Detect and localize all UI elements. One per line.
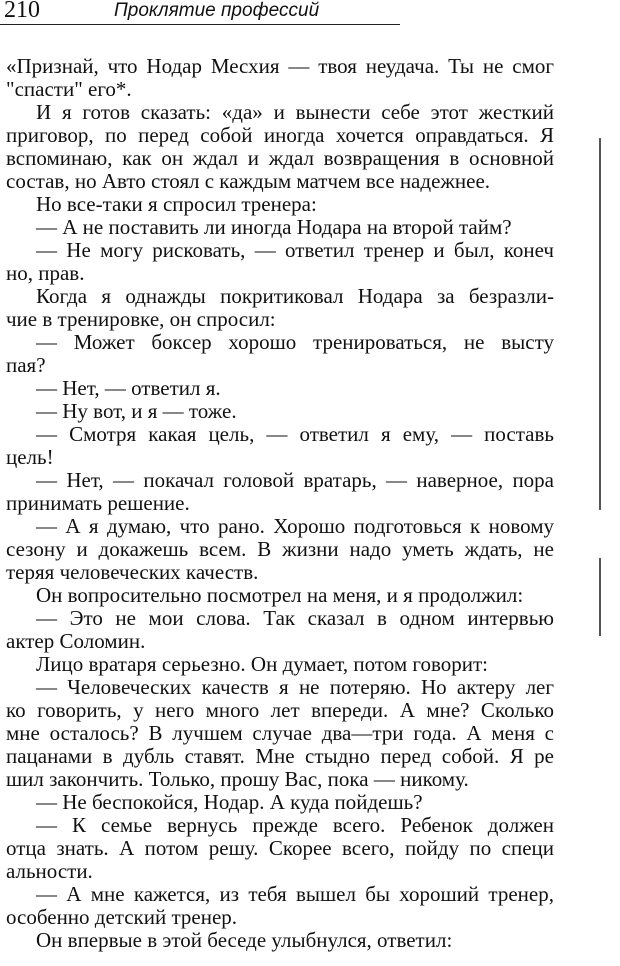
text-line: — А я думаю, что рано. Хорошо подготовься к новому: [36, 514, 554, 538]
text-line: пая?: [6, 353, 46, 377]
text-line: сезону и докажешь всем. В жизни надо уметь ждать, не: [6, 537, 554, 561]
running-title: Проклятие профессий: [114, 0, 320, 21]
text-line: «Признай, что Нодар Месхия — твоя неудача. Ты не смог: [6, 54, 554, 78]
page-number: 210: [4, 0, 40, 23]
text-line: цель!: [6, 445, 54, 469]
text-line: — Нет, — ответил я.: [36, 376, 221, 400]
text-line: — Смотря какая цель, — ответил я ему, — поставь: [36, 422, 554, 446]
text-line: принимать решение.: [6, 491, 190, 515]
text-line: особенно детский тренер.: [6, 905, 238, 929]
text-line: Он впервые в этой беседе улыбнулся, ответил:: [36, 928, 453, 952]
text-line: Когда я однажды покритиковал Нодара за безразли-: [36, 284, 554, 308]
text-line: приговор, по перед собой иногда хочется оправдаться. Я: [6, 123, 554, 147]
text-line: Он вопросительно посмотрел на меня, и я продолжил:: [36, 583, 524, 607]
text-line: ко говорить, у него много лет впереди. А мне? Сколько: [6, 698, 554, 722]
text-line: "спасти" его*.: [6, 77, 132, 101]
text-line: шил закончить. Только, прошу Вас, пока — никому.: [6, 767, 469, 791]
text-line: альности.: [6, 859, 93, 883]
margin-scan-mark: [599, 138, 601, 510]
text-line: — А не поставить ли иногда Нодара на второй тайм?: [36, 215, 512, 239]
text-line: Лицо вратаря серьезно. Он думает, потом говорит:: [36, 652, 488, 676]
text-line: вспоминаю, как он ждал и ждал возвращения в основной: [6, 146, 554, 170]
text-line: пацанами в дубль ставят. Мне стыдно перед собой. Я ре: [6, 744, 554, 768]
text-line: но, прав.: [6, 261, 85, 285]
text-line: теряя человеческих качеств.: [6, 560, 259, 584]
text-line: — А мне кажется, из тебя вышел бы хороший тренер,: [36, 882, 554, 906]
text-line: — Ну вот, и я — тоже.: [36, 399, 237, 423]
text-line: — Может боксер хорошо тренироваться, не высту: [36, 330, 554, 354]
text-line: — Не беспокойся, Нодар. А куда пойдешь?: [36, 790, 423, 814]
text-line: — Не могу рисковать, — ответил тренер и был, конеч: [36, 238, 554, 262]
text-line: — Человеческих качеств я не потеряю. Но актеру лег: [36, 675, 554, 699]
text-line: — Нет, — покачал головой вратарь, — наверное, пора: [36, 468, 554, 492]
text-line: мне осталось? В лучшем случае два—три года. А меня с: [6, 721, 554, 745]
text-line: чие в тренировке, он спросил:: [6, 307, 276, 331]
text-line: И я готов сказать: «да» и вынести себе этот жесткий: [36, 100, 554, 124]
text-line: Но все-таки я спросил тренера:: [36, 192, 317, 216]
page-header: [0, 0, 400, 25]
body-text: [6, 55, 554, 952]
text-line: актер Соломин.: [6, 629, 146, 653]
margin-scan-mark: [599, 558, 601, 636]
text-line: — К семье вернусь прежде всего. Ребенок должен: [36, 813, 554, 837]
text-line: — Это не мои слова. Так сказал в одном интервью: [36, 606, 554, 630]
text-line: отца знать. А потом решу. Скорее всего, пойду по специ: [6, 836, 554, 860]
text-line: состав, но Авто стоял с каждым матчем все надежнее.: [6, 169, 491, 193]
